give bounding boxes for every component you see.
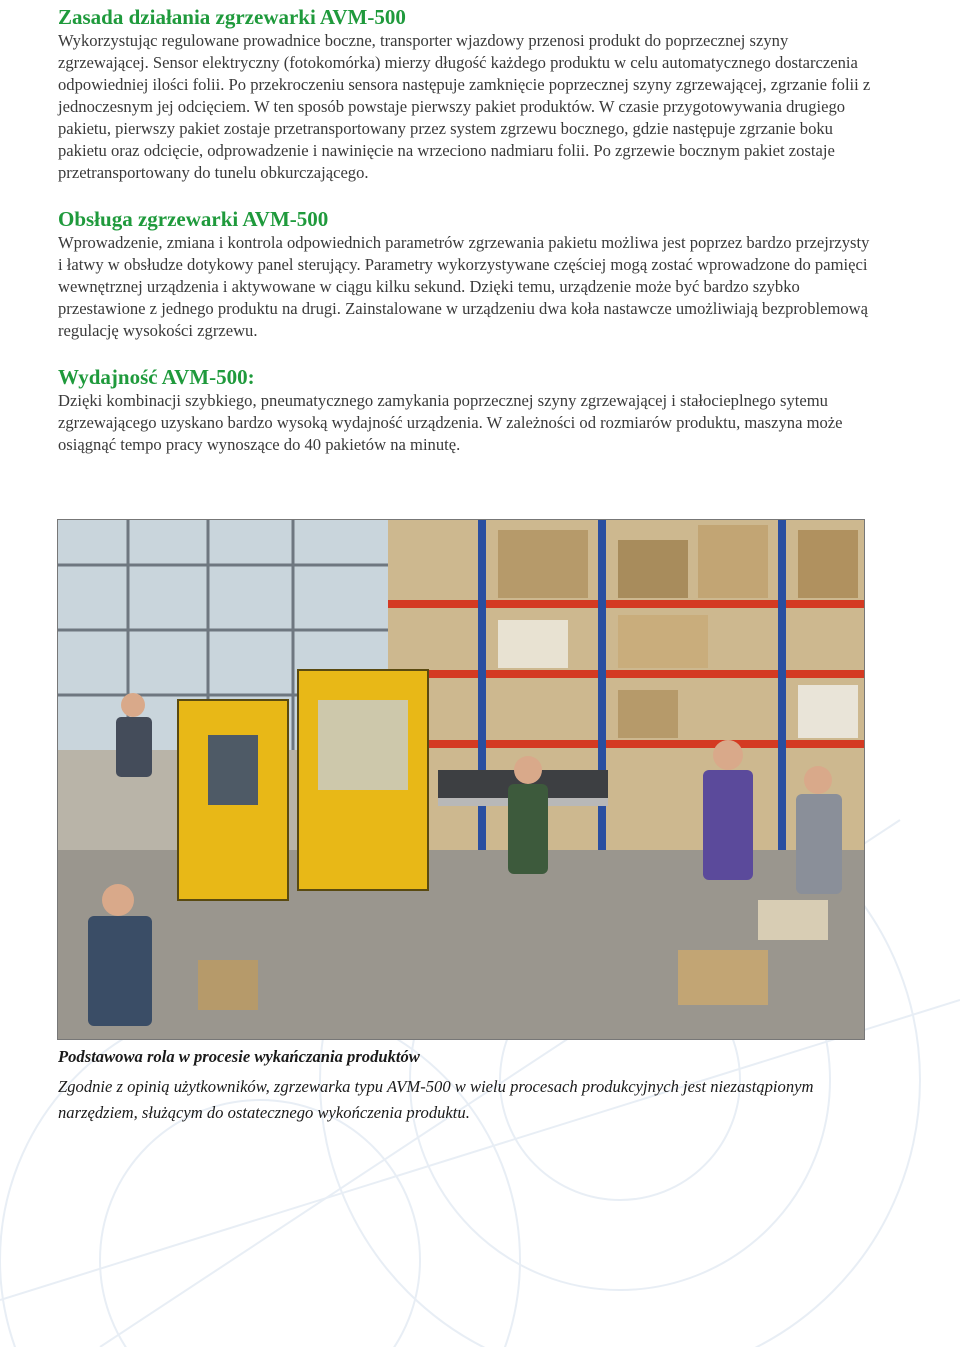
caption-title: Podstawowa rola w procesie wykańczania produktów bbox=[58, 1047, 420, 1066]
section-performance bbox=[58, 364, 878, 456]
photo-caption bbox=[58, 1046, 888, 1126]
paragraph-performance: Dzięki kombinacji szybkiego, pneumatycznego zamykania poprzecznej szyny zgrzewającej i stałocieplnego sytemu zgrzewającego uzyskano bardzo wysoką wydajność urządzenia. W zależności od rozmiarów produktu, maszyna może osiągnąć tempo pracy wynoszące do 40 pakietów na minutę. bbox=[58, 391, 843, 454]
heading-operation: Obsługa zgrzewarki AVM-500 bbox=[58, 207, 329, 231]
article bbox=[58, 4, 878, 478]
section-principle bbox=[58, 4, 878, 184]
caption-text: Zgodnie z opinią użytkowników, zgrzewarka typu AVM-500 w wielu procesach produkcyjnych jest niezastąpionym narzędziem, służącym do ostatecznego wykończenia produktu. bbox=[58, 1077, 814, 1122]
paragraph-principle: Wykorzystując regulowane prowadnice boczne, transporter wjazdowy przenosi produkt do poprzecznej szyny zgrzewającej. Sensor elektryczny (fotokomórka) mierzy długość każdego produktu w celu automatycznego dostarczenia odpowiedniej ilości folii. Po przekroczeniu sensora następuje zamknięcie poprzecznej szyny zgrzewającej, zgrzanie folii z jednoczesnym jej odcięciem. W ten sposób powstaje pierwszy pakiet produktów. W czasie przygotowywania drugiego pakietu, pierwszy pakiet zostaje przetransportowany przez system zgrzewu bocznego, gdzie następuje zgrzanie boku pakietu oraz odcięcie, odprowadzenie i nawinięcie na wrzeciono nadmiaru folii. Po zgrzewie bocznym pakiet zostaje przetransportowany do tunelu obkurczającego. bbox=[58, 31, 871, 182]
heading-performance: Wydajność AVM-500: bbox=[58, 365, 255, 389]
paragraph-operation: Wprowadzenie, zmiana i kontrola odpowiednich parametrów zgrzewania pakietu możliwa jest poprzez bardzo przejrzysty i łatwy w obsłudze dotykowy panel sterujący. Parametry wykorzystywane częściej mogą zostać wprowadzone do pamięci wewnętrznej urządzenia i aktywowane w ciągu kilku sekund. Dzięki temu, urządzenie może być bardzo szybko przestawione z jednego produktu na drugi. Zainstalowane w urządzeniu dwa koła nastawcze umożliwiają bezproblemową regulację wysokości zgrzewu. bbox=[58, 233, 870, 340]
factory-photo bbox=[57, 519, 865, 1040]
factory-illustration bbox=[58, 520, 864, 1039]
heading-principle: Zasada działania zgrzewarki AVM-500 bbox=[58, 5, 406, 29]
section-operation bbox=[58, 206, 878, 342]
